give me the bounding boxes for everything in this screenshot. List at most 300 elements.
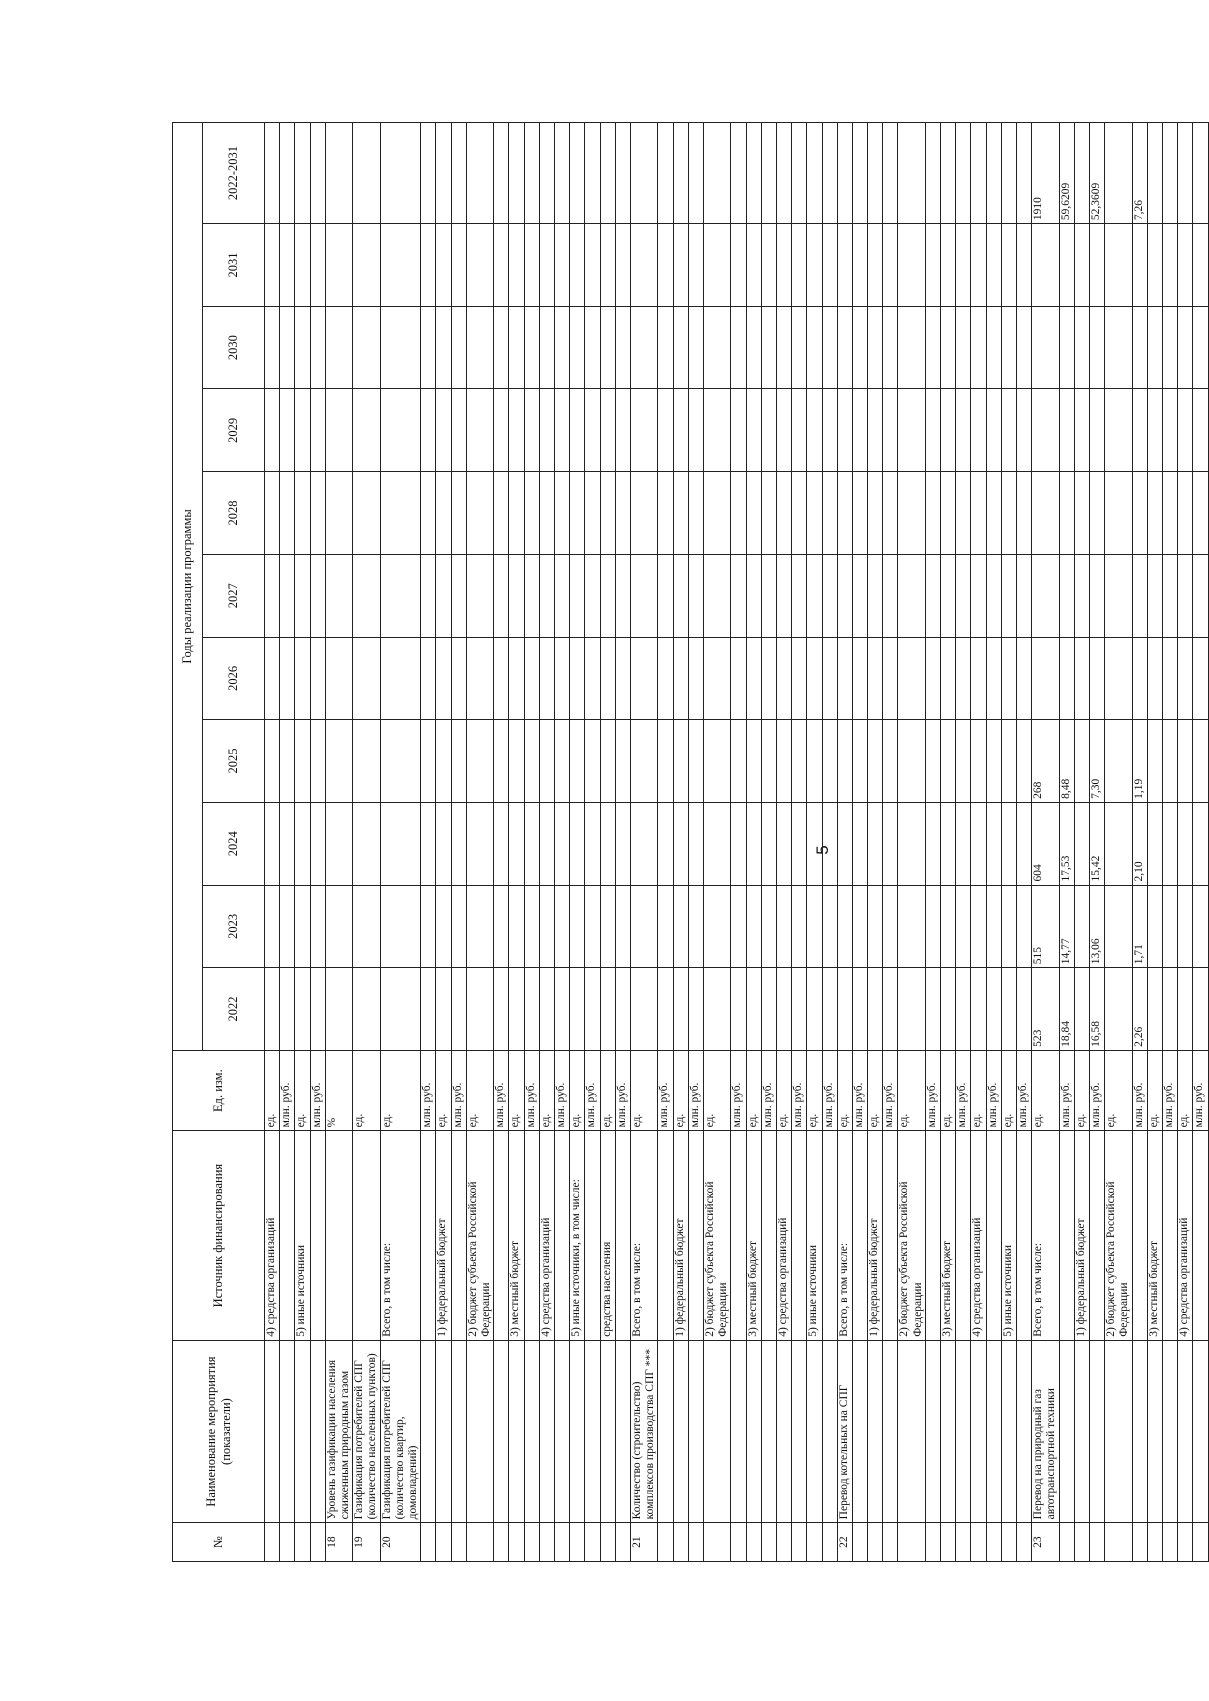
row-value bbox=[688, 802, 703, 885]
row-value bbox=[1074, 554, 1089, 637]
row-value bbox=[731, 224, 746, 307]
table-row bbox=[868, 123, 883, 1562]
row-value bbox=[731, 123, 746, 224]
row-value bbox=[746, 389, 761, 472]
row-funding-source bbox=[792, 1131, 807, 1340]
row-value bbox=[539, 802, 554, 885]
row-value bbox=[1074, 637, 1089, 720]
row-unit: млн. руб. bbox=[1132, 1050, 1147, 1131]
row-value bbox=[630, 224, 657, 307]
program-table bbox=[172, 122, 1209, 1562]
row-value bbox=[898, 123, 925, 224]
row-measure-name bbox=[1163, 1340, 1178, 1523]
row-value bbox=[421, 720, 436, 803]
row-number bbox=[956, 1523, 971, 1562]
page-number: 5 bbox=[813, 845, 832, 855]
row-value bbox=[883, 720, 898, 803]
row-funding-source bbox=[731, 1131, 746, 1340]
row-value: 52,3609 bbox=[1090, 123, 1105, 224]
row-value bbox=[941, 389, 956, 472]
row-value bbox=[852, 472, 867, 555]
row-value bbox=[353, 802, 380, 885]
row-value bbox=[524, 123, 539, 224]
row-value bbox=[280, 472, 295, 555]
row-value bbox=[776, 720, 791, 803]
row-value bbox=[1017, 472, 1032, 555]
row-unit: ед. bbox=[436, 1050, 451, 1131]
row-value bbox=[883, 968, 898, 1051]
row-value bbox=[570, 389, 585, 472]
row-funding-source: Всего, в том числе: bbox=[630, 1131, 657, 1340]
row-value bbox=[1193, 554, 1208, 637]
row-measure-name bbox=[1017, 1340, 1032, 1523]
row-value bbox=[792, 224, 807, 307]
row-value bbox=[615, 389, 630, 472]
row-funding-source: 3) местный бюджет bbox=[509, 1131, 524, 1340]
header-year: 2031 bbox=[203, 224, 265, 307]
row-number: 23 bbox=[1032, 1523, 1059, 1562]
row-number bbox=[822, 1523, 837, 1562]
row-value bbox=[792, 802, 807, 885]
row-number bbox=[1193, 1523, 1208, 1562]
row-value bbox=[1105, 306, 1132, 389]
table-row bbox=[746, 123, 761, 1562]
row-number bbox=[883, 1523, 898, 1562]
row-value bbox=[761, 472, 776, 555]
row-value bbox=[1147, 224, 1162, 307]
row-value bbox=[325, 968, 352, 1051]
row-value bbox=[1074, 802, 1089, 885]
row-value bbox=[310, 554, 325, 637]
row-measure-name: Перевод котельных на СПГ bbox=[837, 1340, 852, 1523]
row-value bbox=[688, 885, 703, 968]
table-row bbox=[280, 123, 295, 1562]
row-value bbox=[451, 123, 466, 224]
row-number bbox=[1105, 1523, 1132, 1562]
row-value bbox=[807, 224, 822, 307]
row-value: 1910 bbox=[1032, 123, 1059, 224]
row-value bbox=[380, 968, 421, 1051]
row-value bbox=[353, 720, 380, 803]
row-value bbox=[941, 885, 956, 968]
row-value bbox=[539, 472, 554, 555]
row-measure-name bbox=[761, 1340, 776, 1523]
row-value bbox=[421, 637, 436, 720]
row-value bbox=[1001, 720, 1016, 803]
row-unit: ед. bbox=[703, 1050, 730, 1131]
row-value bbox=[600, 472, 615, 555]
row-number bbox=[703, 1523, 730, 1562]
row-value bbox=[792, 389, 807, 472]
row-measure-name bbox=[265, 1340, 280, 1523]
row-value bbox=[310, 306, 325, 389]
row-value bbox=[673, 968, 688, 1051]
row-value bbox=[494, 306, 509, 389]
table-row bbox=[539, 123, 554, 1562]
row-value bbox=[539, 885, 554, 968]
row-value bbox=[494, 389, 509, 472]
table-row bbox=[1163, 123, 1178, 1562]
row-unit: ед. bbox=[868, 1050, 883, 1131]
row-number bbox=[688, 1523, 703, 1562]
row-value bbox=[539, 389, 554, 472]
row-value bbox=[466, 637, 493, 720]
row-value bbox=[570, 885, 585, 968]
row-unit: ед. bbox=[1001, 1050, 1016, 1131]
row-value bbox=[746, 224, 761, 307]
row-value bbox=[436, 472, 451, 555]
row-value bbox=[1178, 472, 1193, 555]
row-value bbox=[986, 885, 1001, 968]
row-value bbox=[451, 306, 466, 389]
row-unit: ед. bbox=[746, 1050, 761, 1131]
header-year: 2025 bbox=[203, 720, 265, 803]
row-value bbox=[380, 802, 421, 885]
table-row bbox=[776, 123, 791, 1562]
row-value bbox=[555, 123, 570, 224]
row-measure-name bbox=[986, 1340, 1001, 1523]
row-value bbox=[421, 389, 436, 472]
row-value bbox=[1059, 637, 1074, 720]
row-value bbox=[1017, 123, 1032, 224]
row-value bbox=[630, 802, 657, 885]
row-value bbox=[353, 885, 380, 968]
row-value bbox=[539, 224, 554, 307]
row-number bbox=[570, 1523, 585, 1562]
row-value bbox=[555, 389, 570, 472]
row-value bbox=[807, 720, 822, 803]
row-value bbox=[1001, 306, 1016, 389]
row-value bbox=[956, 802, 971, 885]
row-number bbox=[746, 1523, 761, 1562]
row-value bbox=[265, 123, 280, 224]
row-funding-source bbox=[925, 1131, 940, 1340]
row-value bbox=[353, 123, 380, 224]
row-value bbox=[1193, 968, 1208, 1051]
row-measure-name bbox=[852, 1340, 867, 1523]
row-value bbox=[746, 802, 761, 885]
row-value bbox=[1132, 224, 1147, 307]
row-value bbox=[600, 885, 615, 968]
row-measure-name bbox=[1178, 1340, 1193, 1523]
row-value bbox=[673, 472, 688, 555]
row-measure-name bbox=[956, 1340, 971, 1523]
row-value bbox=[615, 224, 630, 307]
row-value bbox=[615, 968, 630, 1051]
table-row bbox=[615, 123, 630, 1562]
row-funding-source: 1) федеральный бюджет bbox=[673, 1131, 688, 1340]
row-value bbox=[494, 123, 509, 224]
row-value bbox=[325, 720, 352, 803]
row-value bbox=[436, 554, 451, 637]
row-value bbox=[956, 637, 971, 720]
row-value bbox=[822, 389, 837, 472]
header-year: 2024 bbox=[203, 802, 265, 885]
row-value bbox=[524, 885, 539, 968]
row-value bbox=[941, 637, 956, 720]
row-value bbox=[956, 224, 971, 307]
row-value bbox=[600, 306, 615, 389]
row-value bbox=[1017, 637, 1032, 720]
header-years-group: Годы реализации программы bbox=[173, 123, 203, 1051]
row-value bbox=[807, 306, 822, 389]
row-value bbox=[971, 802, 986, 885]
row-value bbox=[852, 720, 867, 803]
row-value bbox=[353, 637, 380, 720]
row-value bbox=[868, 472, 883, 555]
row-value bbox=[509, 123, 524, 224]
row-value bbox=[436, 224, 451, 307]
row-value bbox=[956, 968, 971, 1051]
row-measure-name: Перевод на природный газ автотранспортной техники bbox=[1032, 1340, 1059, 1523]
row-number bbox=[421, 1523, 436, 1562]
row-value bbox=[1090, 554, 1105, 637]
row-value bbox=[731, 637, 746, 720]
row-value bbox=[353, 472, 380, 555]
row-unit: млн. руб. bbox=[1017, 1050, 1032, 1131]
row-value: 1,71 bbox=[1132, 885, 1147, 968]
row-value bbox=[1032, 637, 1059, 720]
row-value bbox=[837, 306, 852, 389]
row-measure-name: Уровень газификации населения сжиженным природным газом bbox=[325, 1340, 352, 1523]
row-value bbox=[1090, 637, 1105, 720]
row-value bbox=[380, 554, 421, 637]
row-value bbox=[658, 123, 673, 224]
row-value bbox=[353, 306, 380, 389]
row-value bbox=[585, 720, 600, 803]
row-value bbox=[1178, 306, 1193, 389]
row-value bbox=[1032, 554, 1059, 637]
row-funding-source: 3) местный бюджет bbox=[1147, 1131, 1162, 1340]
row-value bbox=[509, 720, 524, 803]
row-value bbox=[837, 389, 852, 472]
row-number bbox=[1059, 1523, 1074, 1562]
row-value bbox=[436, 637, 451, 720]
row-value bbox=[1059, 224, 1074, 307]
row-measure-name bbox=[1074, 1340, 1089, 1523]
row-value bbox=[837, 554, 852, 637]
row-value: 13,06 bbox=[1090, 885, 1105, 968]
row-value bbox=[1017, 389, 1032, 472]
row-value bbox=[852, 968, 867, 1051]
row-value bbox=[280, 554, 295, 637]
row-funding-source bbox=[585, 1131, 600, 1340]
row-funding-source bbox=[615, 1131, 630, 1340]
row-funding-source: 3) местный бюджет bbox=[746, 1131, 761, 1340]
row-value bbox=[731, 554, 746, 637]
row-value bbox=[280, 637, 295, 720]
row-value bbox=[1163, 472, 1178, 555]
row-value bbox=[868, 306, 883, 389]
row-number bbox=[658, 1523, 673, 1562]
row-value bbox=[509, 802, 524, 885]
header-name: Наименование мероприятия (показатели) bbox=[173, 1340, 265, 1523]
row-unit: млн. руб. bbox=[585, 1050, 600, 1131]
row-value: 2,26 bbox=[1132, 968, 1147, 1051]
row-value bbox=[941, 720, 956, 803]
header-year: 2022-2031 bbox=[203, 123, 265, 224]
row-value: 59,6209 bbox=[1059, 123, 1074, 224]
row-measure-name bbox=[688, 1340, 703, 1523]
row-value bbox=[731, 472, 746, 555]
row-value bbox=[451, 389, 466, 472]
row-value bbox=[1132, 389, 1147, 472]
row-value bbox=[731, 885, 746, 968]
table-row bbox=[688, 123, 703, 1562]
row-value bbox=[494, 637, 509, 720]
row-value bbox=[941, 968, 956, 1051]
row-value bbox=[1147, 637, 1162, 720]
row-number bbox=[852, 1523, 867, 1562]
row-value bbox=[265, 885, 280, 968]
row-value bbox=[451, 802, 466, 885]
row-value bbox=[325, 472, 352, 555]
row-value bbox=[570, 306, 585, 389]
row-value bbox=[1105, 554, 1132, 637]
row-value bbox=[1178, 389, 1193, 472]
row-value bbox=[837, 123, 852, 224]
row-measure-name bbox=[898, 1340, 925, 1523]
row-value bbox=[883, 123, 898, 224]
row-value bbox=[524, 224, 539, 307]
row-value bbox=[466, 224, 493, 307]
row-number bbox=[265, 1523, 280, 1562]
row-value bbox=[688, 968, 703, 1051]
row-value bbox=[868, 885, 883, 968]
row-value bbox=[688, 720, 703, 803]
row-value bbox=[555, 968, 570, 1051]
row-number bbox=[971, 1523, 986, 1562]
header-year: 2027 bbox=[203, 554, 265, 637]
row-value bbox=[451, 885, 466, 968]
row-value bbox=[852, 389, 867, 472]
row-funding-source bbox=[658, 1131, 673, 1340]
row-value bbox=[658, 720, 673, 803]
row-value bbox=[761, 224, 776, 307]
row-measure-name bbox=[1001, 1340, 1016, 1523]
row-number: 21 bbox=[630, 1523, 657, 1562]
row-value bbox=[658, 885, 673, 968]
row-value bbox=[1147, 968, 1162, 1051]
row-value bbox=[898, 968, 925, 1051]
row-value bbox=[898, 885, 925, 968]
row-value bbox=[852, 637, 867, 720]
row-value bbox=[1163, 224, 1178, 307]
row-funding-source: 4) средства организаций bbox=[265, 1131, 280, 1340]
row-value bbox=[1001, 389, 1016, 472]
row-unit: млн. руб. bbox=[1090, 1050, 1105, 1131]
row-value bbox=[807, 637, 822, 720]
row-value bbox=[600, 637, 615, 720]
row-unit: млн. руб. bbox=[280, 1050, 295, 1131]
row-value bbox=[883, 472, 898, 555]
row-value: 7,26 bbox=[1132, 123, 1147, 224]
row-unit: млн. руб. bbox=[761, 1050, 776, 1131]
row-value bbox=[1132, 554, 1147, 637]
table-row bbox=[509, 123, 524, 1562]
row-value bbox=[280, 224, 295, 307]
row-value bbox=[1105, 472, 1132, 555]
row-value bbox=[837, 720, 852, 803]
row-value bbox=[986, 224, 1001, 307]
row-value bbox=[280, 123, 295, 224]
row-unit: млн. руб. bbox=[731, 1050, 746, 1131]
row-value bbox=[703, 389, 730, 472]
row-value: 15,42 bbox=[1090, 802, 1105, 885]
table-row bbox=[971, 123, 986, 1562]
row-unit: млн. руб. bbox=[555, 1050, 570, 1131]
row-value bbox=[630, 554, 657, 637]
row-value bbox=[1074, 389, 1089, 472]
row-value bbox=[265, 802, 280, 885]
table-row bbox=[883, 123, 898, 1562]
row-funding-source: 4) средства организаций bbox=[539, 1131, 554, 1340]
row-value bbox=[868, 224, 883, 307]
row-value bbox=[494, 472, 509, 555]
row-measure-name: Количество (строительство) комплексов производства СПГ *** bbox=[630, 1340, 657, 1523]
header-unit: Ед. изм. bbox=[173, 1050, 265, 1131]
row-value bbox=[570, 968, 585, 1051]
table-row bbox=[1059, 123, 1074, 1562]
row-value bbox=[925, 637, 940, 720]
row-value bbox=[1178, 802, 1193, 885]
row-value bbox=[807, 802, 822, 885]
row-value bbox=[956, 306, 971, 389]
row-number bbox=[1001, 1523, 1016, 1562]
row-value bbox=[539, 637, 554, 720]
row-unit: млн. руб. bbox=[1193, 1050, 1208, 1131]
header-source: Источник финансирования bbox=[173, 1131, 265, 1340]
row-value bbox=[1105, 968, 1132, 1051]
row-funding-source bbox=[852, 1131, 867, 1340]
row-value bbox=[570, 224, 585, 307]
row-value bbox=[971, 123, 986, 224]
row-value bbox=[436, 720, 451, 803]
row-value bbox=[807, 554, 822, 637]
row-value bbox=[731, 306, 746, 389]
row-value bbox=[630, 885, 657, 968]
row-value bbox=[688, 554, 703, 637]
table-row bbox=[673, 123, 688, 1562]
row-value bbox=[295, 720, 310, 803]
row-unit: ед. bbox=[1147, 1050, 1162, 1131]
row-measure-name bbox=[658, 1340, 673, 1523]
table-row bbox=[295, 123, 310, 1562]
row-unit: млн. руб. bbox=[1059, 1050, 1074, 1131]
row-value bbox=[925, 554, 940, 637]
row-value bbox=[310, 224, 325, 307]
row-value bbox=[898, 554, 925, 637]
row-value bbox=[1074, 224, 1089, 307]
row-value bbox=[673, 720, 688, 803]
row-value bbox=[1163, 885, 1178, 968]
row-value bbox=[971, 554, 986, 637]
row-unit: млн. руб. bbox=[792, 1050, 807, 1131]
row-value bbox=[776, 123, 791, 224]
row-value bbox=[615, 802, 630, 885]
row-number bbox=[280, 1523, 295, 1562]
row-value bbox=[380, 637, 421, 720]
row-value bbox=[1178, 123, 1193, 224]
row-value bbox=[703, 123, 730, 224]
row-value bbox=[1017, 885, 1032, 968]
row-value bbox=[524, 554, 539, 637]
table-row bbox=[265, 123, 280, 1562]
row-unit: ед. bbox=[466, 1050, 493, 1131]
row-value bbox=[509, 554, 524, 637]
row-value bbox=[941, 554, 956, 637]
row-value bbox=[673, 123, 688, 224]
